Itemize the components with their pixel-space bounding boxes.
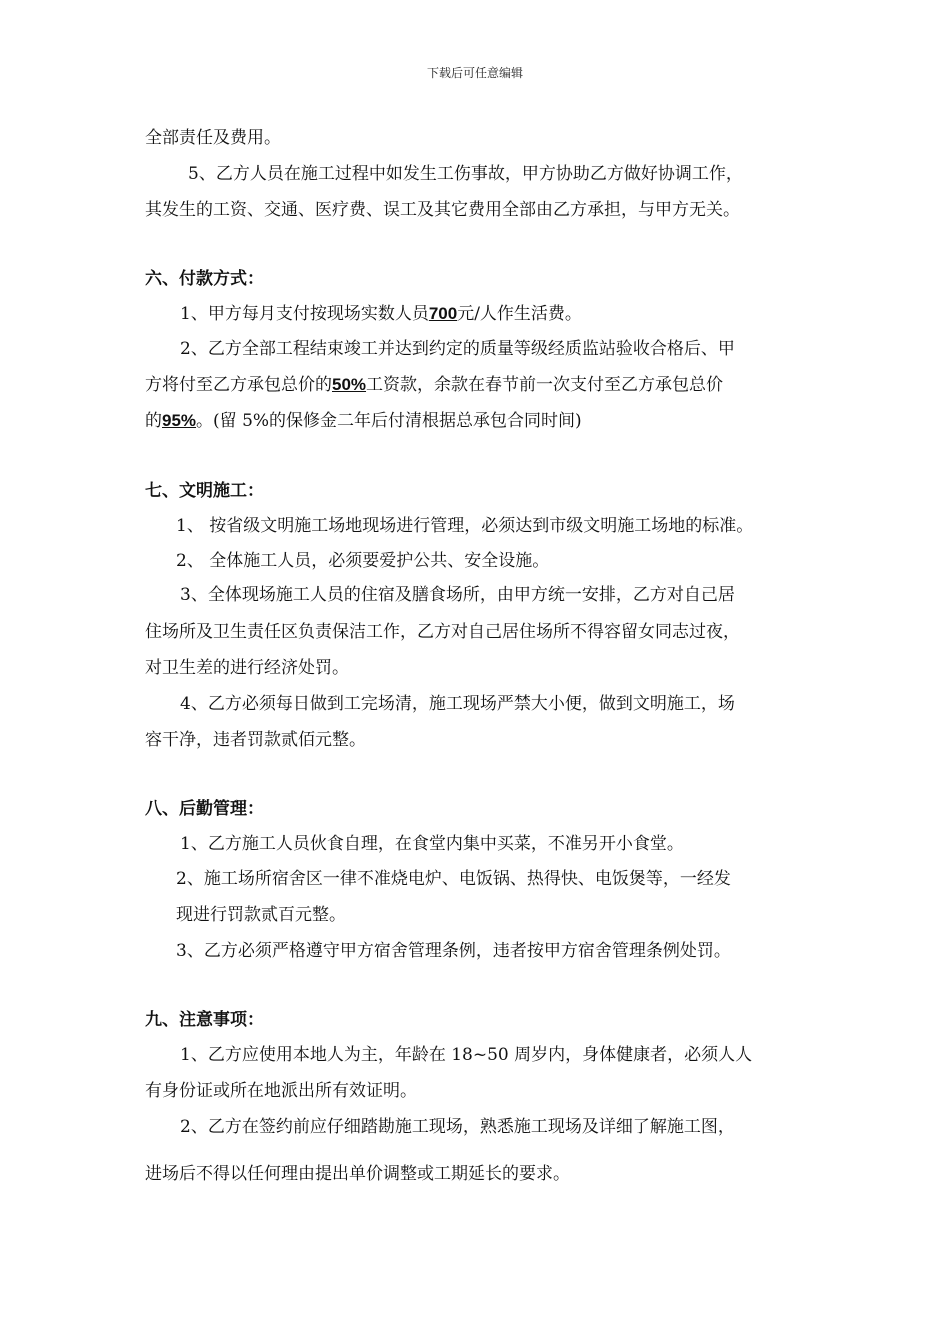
paragraph-line (180, 302, 582, 326)
section-heading-notes: 九、注意事项： (145, 1010, 264, 1030)
paragraph-line: 全部责任及费用。 (145, 128, 281, 148)
paragraph-line (145, 373, 723, 397)
text-segment: 方将付至乙方承包总价的 (145, 375, 332, 395)
paragraph-line: 4、乙方必须每日做到工完场清，施工现场严禁大小便，做到文明施工，场 (180, 694, 735, 714)
amount-700: 700 (428, 304, 458, 323)
text-segment: 元/人作生活费。 (457, 304, 582, 324)
paragraph-line: 1、乙方施工人员伙食自理，在食堂内集中买菜，不准另开小食堂。 (180, 834, 684, 854)
paragraph-line: 2、乙方在签约前应仔细踏勘施工现场，熟悉施工现场及详细了解施工图， (180, 1117, 735, 1137)
section-heading-logistics: 八、后勤管理： (145, 799, 264, 819)
percent-95: 95% (162, 411, 197, 430)
paragraph-line: 2、 全体施工人员，必须要爱护公共、安全设施。 (176, 551, 550, 571)
text-segment: 工资款，余款在春节前一次支付至乙方承包总价 (366, 375, 724, 395)
page-header-watermark: 下载后可任意编辑 (426, 66, 523, 80)
paragraph-line: 现进行罚款贰百元整。 (176, 905, 346, 925)
paragraph-line: 对卫生差的进行经济处罚。 (145, 658, 349, 678)
paragraph-line: 其发生的工资、交通、医疗费、误工及其它费用全部由乙方承担，与甲方无关。 (145, 200, 740, 220)
paragraph-line: 进场后不得以任何理由提出单价调整或工期延长的要求。 (145, 1164, 570, 1184)
paragraph-line: 1、 按省级文明施工场地现场进行管理，必须达到市级文明施工场地的标准。 (176, 516, 754, 536)
text-segment: 。(留 5%的保修金二年后付清根据总承包合同时间) (196, 411, 582, 431)
percent-50: 50% (332, 375, 367, 394)
paragraph-line: 有身份证或所在地派出所有效证明。 (145, 1081, 417, 1101)
paragraph-line: 容干净，违者罚款贰佰元整。 (145, 730, 366, 750)
text-segment: 的 (145, 411, 162, 431)
paragraph-line: 3、乙方必须严格遵守甲方宿舍管理条例，违者按甲方宿舍管理条例处罚。 (176, 941, 731, 961)
section-heading-payment: 六、付款方式： (145, 269, 264, 289)
paragraph-line: 5、乙方人员在施工过程中如发生工伤事故，甲方协助乙方做好协调工作， (188, 164, 743, 184)
text-segment: 1、甲方每月支付按现场实数人员 (180, 304, 429, 324)
paragraph-line: 3、全体现场施工人员的住宿及膳食场所，由甲方统一安排，乙方对自己居 (180, 585, 735, 605)
paragraph-line: 1、乙方应使用本地人为主，年龄在 18~50 周岁内，身体健康者，必须人人 (180, 1045, 753, 1065)
paragraph-line: 2、乙方全部工程结束竣工并达到约定的质量等级经质监站验收合格后、甲 (180, 339, 735, 359)
paragraph-line (145, 409, 582, 433)
paragraph-line: 2、施工场所宿舍区一律不准烧电炉、电饭锅、热得快、电饭煲等，一经发 (176, 869, 731, 889)
section-heading-civilized-construction: 七、文明施工： (145, 481, 264, 501)
paragraph-line: 住场所及卫生责任区负责保洁工作，乙方对自己居住场所不得容留女同志过夜， (145, 622, 740, 642)
